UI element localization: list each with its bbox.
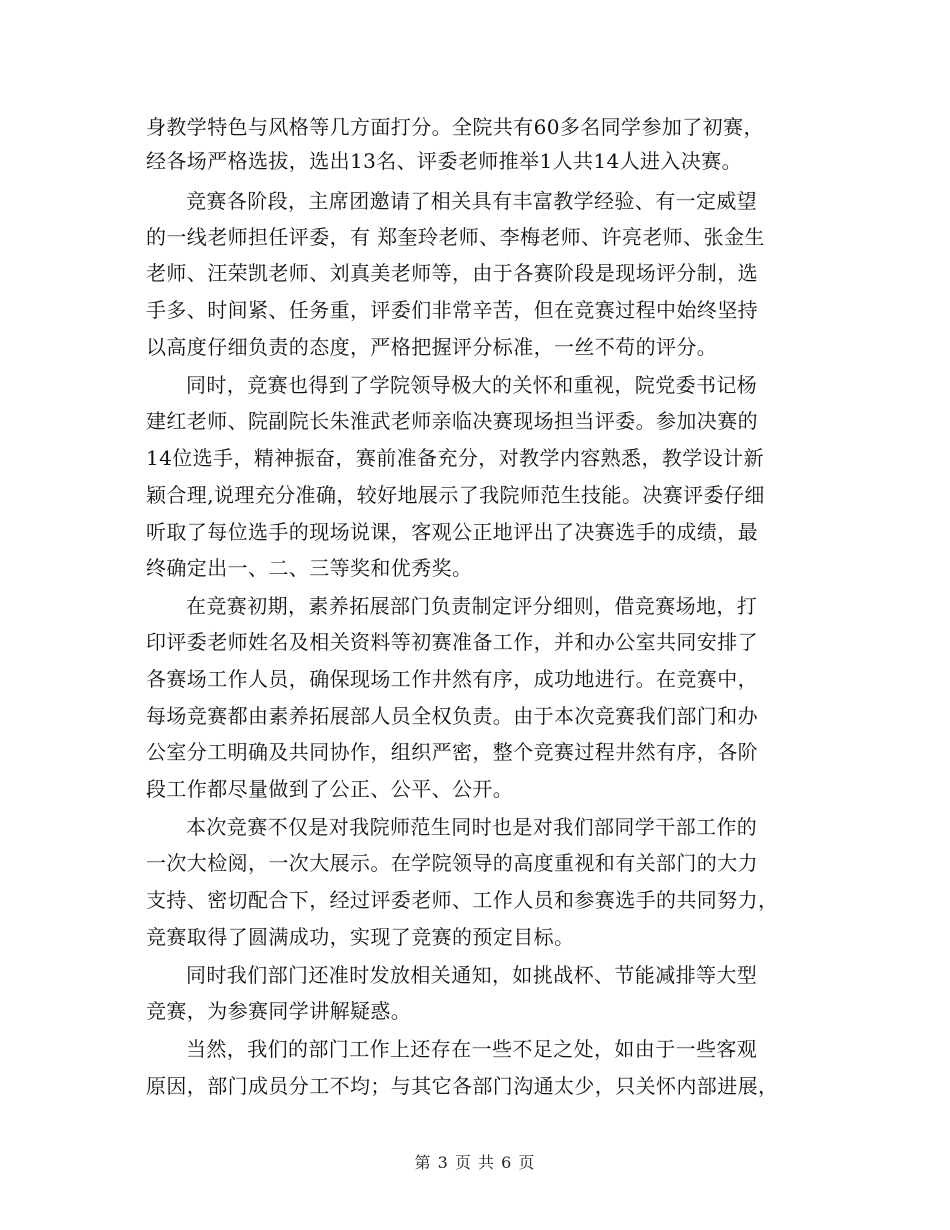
text-line: 公室分工明确及共同协作，组织严密，整个竞赛过程井然有序，各阶 xyxy=(146,740,758,764)
text-line: 各赛场工作人员，确保现场工作井然有序，成功地进行。在竞赛中， xyxy=(146,667,758,691)
text-line: 以高度仔细负责的态度，严格把握评分标准，一丝不苟的评分。 xyxy=(146,335,718,359)
text-line: 的一线老师担任评委，有 郑奎玲老师、李梅老师、许亮老师、张金生 xyxy=(146,225,765,249)
text-line: 颖合理,说理充分准确，较好地展示了我院师范生技能。决赛评委仔细 xyxy=(146,483,765,507)
text-line: 当然，我们的部门工作上还存在一些不足之处，如由于一些客观 xyxy=(186,1037,758,1061)
text-line: 印评委老师姓名及相关资料等初赛准备工作，并和办公室共同安排了 xyxy=(146,630,758,654)
text-line: 一次大检阅，一次大展示。在学院领导的高度重视和有关部门的大力 xyxy=(146,851,758,875)
text-line: 支持、密切配合下，经过评委老师、工作人员和参赛选手的共同努力， xyxy=(146,888,779,912)
text-line: 本次竞赛不仅是对我院师范生同时也是对我们部同学干部工作的 xyxy=(186,815,758,839)
text-line: 建红老师、院副院长朱淮武老师亲临决赛现场担当评委。参加决赛的 xyxy=(146,409,758,433)
text-line: 竞赛，为参赛同学讲解疑惑。 xyxy=(146,999,412,1023)
text-line: 段工作都尽量做到了公正、公平、公开。 xyxy=(146,777,514,801)
text-line: 老师、汪荣凯老师、刘真美老师等，由于各赛阶段是现场评分制，选 xyxy=(146,261,758,285)
text-line: 原因，部门成员分工不均；与其它各部门沟通太少，只关怀内部进展， xyxy=(146,1074,779,1098)
text-line: 在竞赛初期，素养拓展部门负责制定评分细则，借竞赛场地，打 xyxy=(186,594,758,618)
text-line: 竞赛取得了圆满成功，实现了竞赛的预定目标。 xyxy=(146,925,575,949)
text-line: 14位选手，精神振奋，赛前准备充分，对教学内容熟悉，教学设计新 xyxy=(146,446,764,470)
text-line: 竞赛各阶段，主席团邀请了相关具有丰富教学经验、有一定威望 xyxy=(186,189,758,213)
text-line: 经各场严格选拔，选出13名、评委老师推举1人共14人进入决赛。 xyxy=(146,149,743,173)
text-line: 每场竞赛都由素养拓展部人员全权负责。由于本次竞赛我们部门和办 xyxy=(146,704,758,728)
text-line: 身教学特色与风格等几方面打分。全院共有60多名同学参加了初赛， xyxy=(146,115,764,139)
text-line: 终确定出一、二、三等奖和优秀奖。 xyxy=(146,556,473,580)
page-number-footer: 第 3 页 共 6 页 xyxy=(414,1153,536,1172)
text-line: 手多、时间紧、任务重，评委们非常辛苦，但在竞赛过程中始终坚持 xyxy=(146,298,758,322)
text-line: 听取了每位选手的现场说课，客观公正地评出了决赛选手的成绩，最 xyxy=(146,520,758,544)
text-line: 同时，竞赛也得到了学院领导极大的关怀和重视，院党委书记杨 xyxy=(186,373,758,397)
text-line: 同时我们部门还准时发放相关通知，如挑战杯、节能减排等大型 xyxy=(186,963,758,987)
